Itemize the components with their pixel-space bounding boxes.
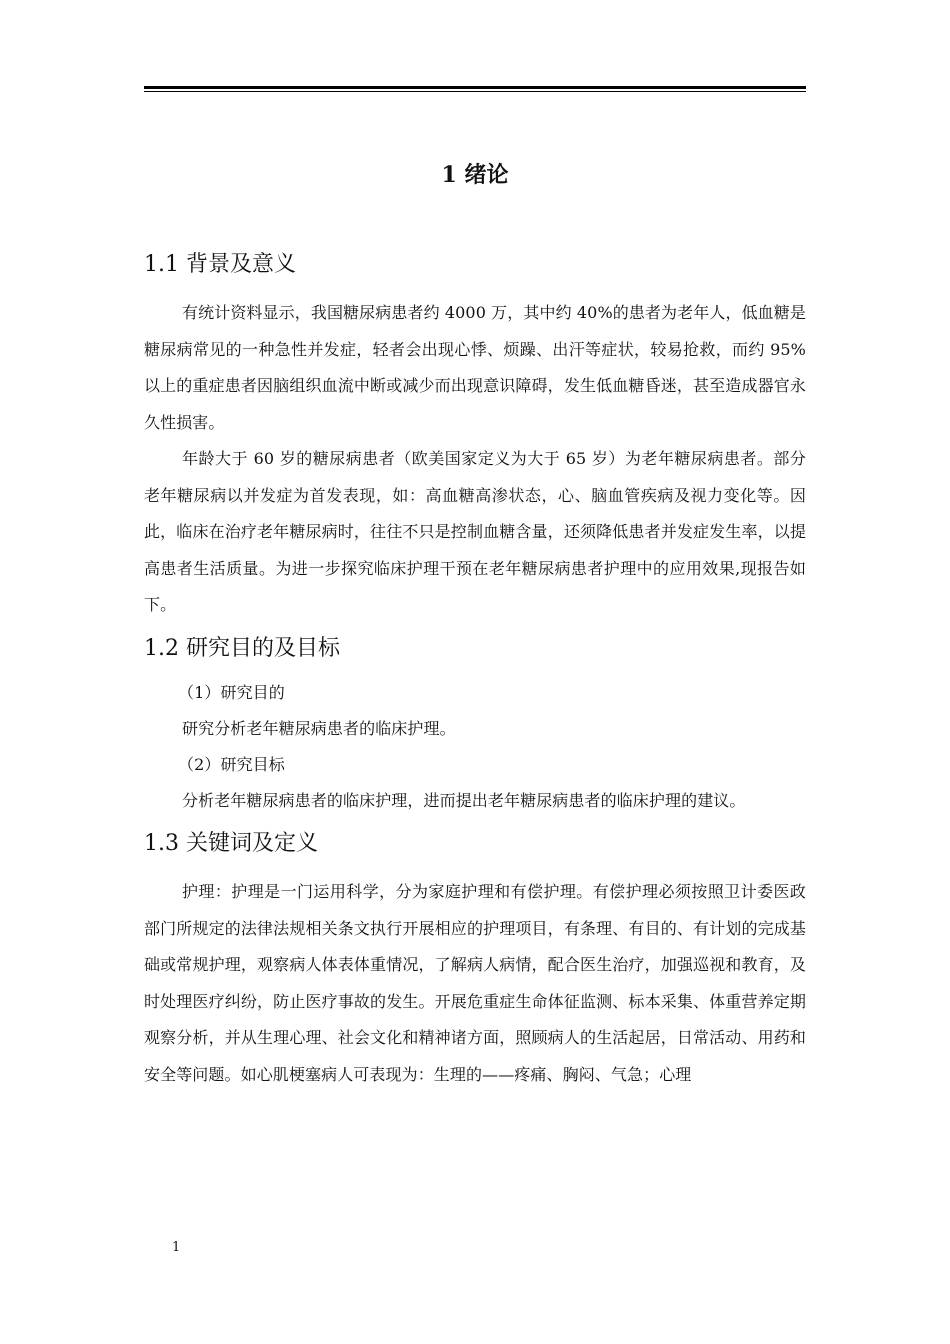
- page-number: 1: [172, 1240, 181, 1255]
- section-title-keywords: 1.3 关键词及定义: [144, 831, 318, 856]
- paragraph-background-1: 有统计资料显示，我国糖尿病患者约 4000 万，其中约 40%的患者为老年人，低血糖是糖尿病常见的一种急性并发症，轻者会出现心悸、烦躁、出汗等症状，较易抢救，而约 95%以上的重症患者因脑组织血流中断或减少而出现意识障碍，发生低血糖昏迷，甚至造成器官永久性损害。: [144, 303, 806, 432]
- paragraph-background-2: 年龄大于 60 岁的糖尿病患者（欧美国家定义为大于 65 岁）为老年糖尿病患者。部分老年糖尿病以并发症为首发表现，如：高血糖高渗状态，心、脑血管疾病及视力变化等。因此，临床在治疗老年糖尿病时，往往不只是控制血糖含量，还须降低患者并发症发生率，以提高患者生活质量。为进一步探究临床护理干预在老年糖尿病患者护理中的应用效果,现报告如下。: [144, 449, 806, 614]
- subheading-purpose: （1）研究目的: [178, 682, 285, 702]
- section-title-background: 1.1 背景及意义: [144, 252, 296, 277]
- header-rule-thin: [144, 91, 806, 92]
- subheading-goal: （2）研究目标: [178, 754, 285, 774]
- header-rule-thick: [144, 86, 806, 89]
- chapter-title: 1 绪论: [441, 162, 509, 188]
- paragraph-goal: 分析老年糖尿病患者的临床护理，进而提出老年糖尿病患者的临床护理的建议。: [182, 790, 746, 810]
- section-title-objectives: 1.2 研究目的及目标: [144, 635, 340, 661]
- paragraph-nursing-definition: 护理：护理是一门运用科学，分为家庭护理和有偿护理。有偿护理必须按照卫计委医政部门所规定的法律法规相关条文执行开展相应的护理项目，有条理、有目的、有计划的完成基础或常规护理，观察病人体表体重情况，了解病人病情，配合医生治疗，加强巡视和教育，及时处理医疗纠纷，防止医疗事故的发生。开展危重症生命体征监测、标本采集、体重营养定期观察分析，并从生理心理、社会文化和精神诸方面，照顾病人的生活起居，日常活动、用药和安全等问题。如心肌梗塞病人可表现为：生理的——疼痛、胸闷、气急；心理: [144, 882, 806, 1084]
- page-content: [144, 150, 806, 1093]
- paragraph-purpose: 研究分析老年糖尿病患者的临床护理。: [182, 718, 456, 738]
